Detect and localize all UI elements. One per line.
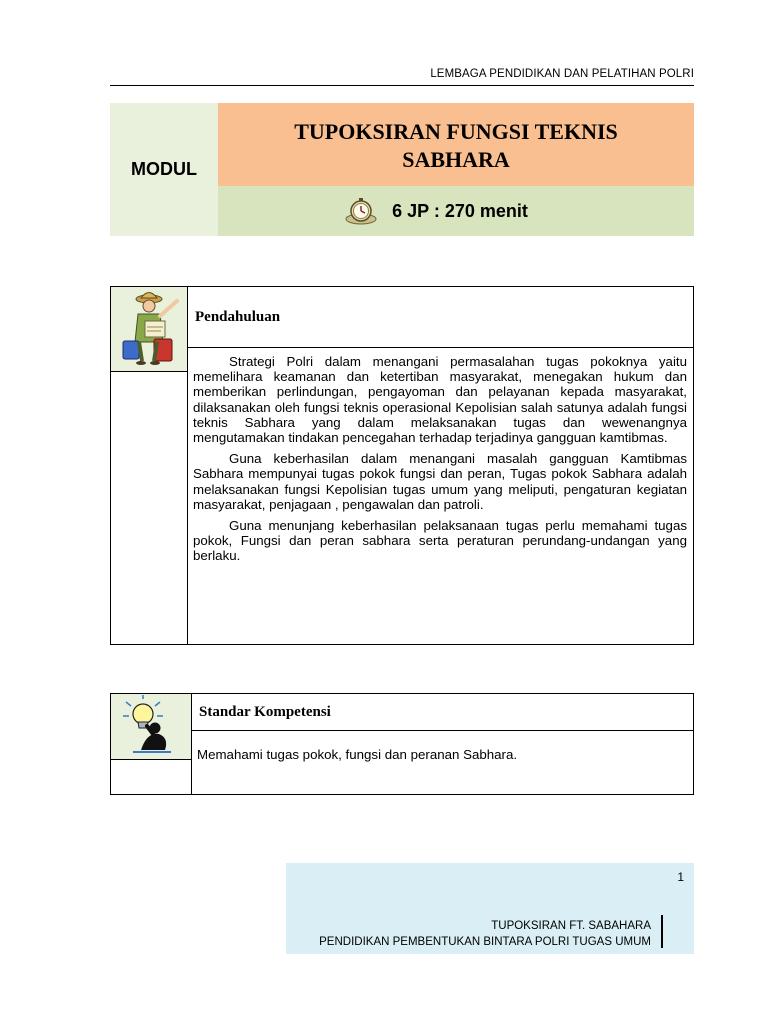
introduction-paragraph: Guna keberhasilan dalam menangani masalah gangguan Kamtibmas Sabhara mempunyai tugas pokok fungsi dan peran, Tugas pokok Sabhara adalah melaksanakan fungsi Kepolisian tugas umum yang meliputi, pengaturan kegiatan masyarakat, penjagaan , pengawalan dan patroli. [193,451,687,512]
introduction-paragraph: Guna menunjang keberhasilan pelaksanaan tugas perlu memahami tugas pokok, Fungsi dan peran sabhara serta peraturan perundang-undangan yang berlaku. [193,518,687,564]
header-rule [110,85,694,86]
footer-divider [661,915,663,948]
footer-text [319,918,651,950]
page-footer [286,863,694,954]
stopwatch-icon [344,196,378,226]
header-institution: LEMBAGA PENDIDIKAN DAN PELATIHAN POLRI [430,68,694,80]
module-title-line1: TUPOKSIRAN FUNGSI TEKNIS [294,118,618,144]
lightbulb-thinker-icon [111,694,191,760]
module-banner [110,103,694,236]
introduction-section [110,286,694,645]
introduction-heading: Pendahuluan [187,287,693,348]
competency-section [110,693,694,795]
module-label: MODUL [110,103,218,236]
introduction-icon-cell [111,287,187,372]
page-number: 1 [677,870,684,884]
competency-icon-cell [111,694,191,760]
introduction-paragraph: Strategi Polri dalam menangani permasalahan tugas pokoknya yaitu memelihara keamanan dan ketertiban masyarakat, menegakan hukum dan memberikan perlindungan, pengayoman dan pelayanan kepada masyarakat, dilaksanakan oleh fungsi teknis operasional Kepolisian salah satunya adalah fungsi teknis Sabhara yang dalam melaksanakan tugas dan wewenangnya mengutamakan tindakan pencegahan terhadap terjadinya gangguan kamtibmas. [193,354,687,446]
explorer-map-icon [111,287,187,371]
module-title-line2: SABHARA [402,146,510,172]
competency-heading: Standar Kompetensi [191,694,693,731]
module-duration [218,186,694,236]
competency-text: Memahami tugas pokok, fungsi dan peranan Sabhara. [197,747,518,762]
footer-line-program: PENDIDIKAN PEMBENTUKAN BINTARA POLRI TUGAS UMUM [319,936,651,948]
duration-text: 6 JP : 270 menit [392,200,528,221]
footer-line-title: TUPOKSIRAN FT. SABAHARA [491,920,651,932]
introduction-body [187,348,693,644]
module-title [218,103,694,186]
